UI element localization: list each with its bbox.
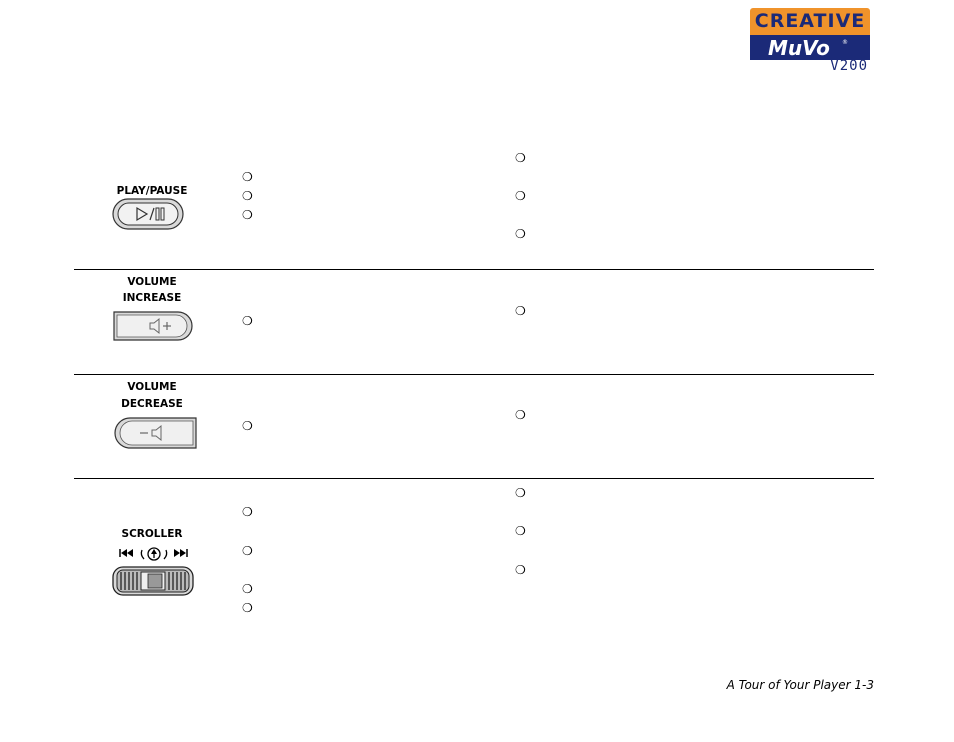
scroller-label: SCROLLER: [121, 528, 183, 540]
volume-increase-button-icon: [112, 310, 194, 342]
creative-muvo-logo: [750, 8, 870, 72]
bullet-marker: ❍: [242, 314, 253, 328]
bullet-marker: ❍: [515, 408, 526, 422]
page-footer: A Tour of Your Player 1-3: [726, 678, 874, 692]
bullet-marker: ❍: [242, 601, 253, 615]
bullet-marker: ❍: [242, 505, 253, 519]
row-divider: [74, 478, 874, 479]
bullet-marker: ❍: [242, 208, 253, 222]
scroller-direction-icon: [118, 545, 190, 563]
bullet-marker: ❍: [515, 304, 526, 318]
volume-increase-label-line2: INCREASE: [122, 292, 182, 304]
bullet-marker: ❍: [242, 170, 253, 184]
play-pause-button-icon: [112, 198, 184, 230]
bullet-marker: ❍: [242, 189, 253, 203]
bullet-marker: ❍: [515, 227, 526, 241]
bullet-marker: ❍: [515, 563, 526, 577]
scroller-wheel-icon: [112, 566, 194, 596]
volume-decrease-label-line2: DECREASE: [121, 398, 183, 410]
volume-increase-label-line1: VOLUME: [127, 276, 177, 288]
row-divider: [74, 374, 874, 375]
volume-decrease-label-line1: VOLUME: [127, 381, 177, 393]
play-pause-label: PLAY/PAUSE: [116, 185, 188, 197]
bullet-marker: ❍: [515, 524, 526, 538]
bullet-marker: ❍: [242, 582, 253, 596]
row-divider: [74, 269, 874, 270]
logo-brand: CREATIVE: [754, 10, 866, 32]
logo-model: V200: [830, 58, 868, 74]
bullet-marker: ❍: [515, 189, 526, 203]
bullet-marker: ❍: [242, 419, 253, 433]
logo-product: MuVo: [768, 36, 830, 60]
bullet-marker: ❍: [515, 486, 526, 500]
logo-trademark: ®: [842, 39, 848, 46]
bullet-marker: ❍: [242, 544, 253, 558]
bullet-marker: ❍: [515, 151, 526, 165]
volume-decrease-button-icon: [112, 416, 198, 450]
